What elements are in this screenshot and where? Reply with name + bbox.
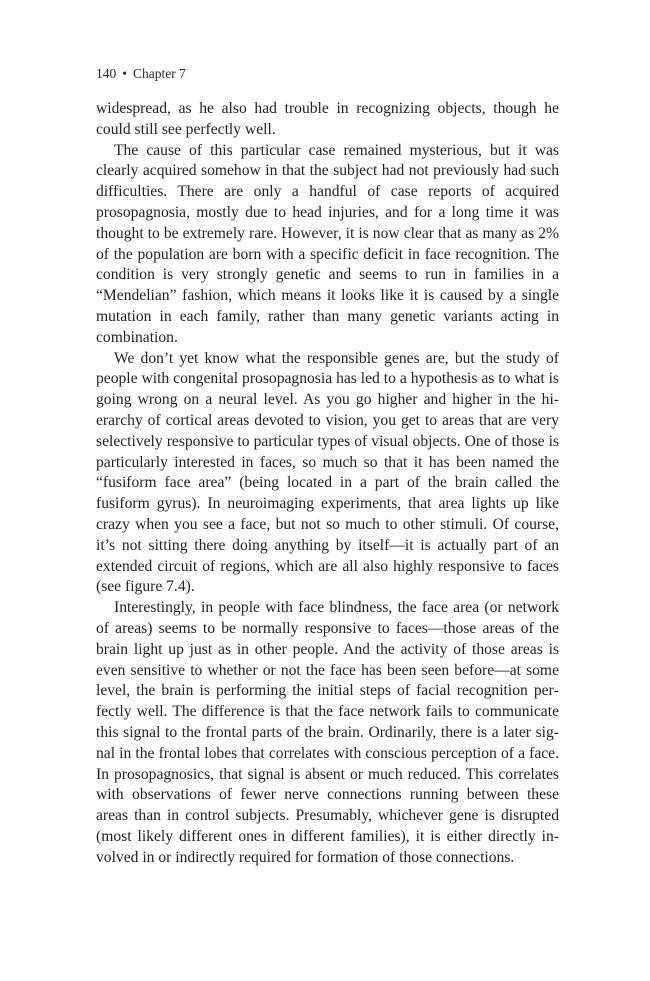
body-text — [96, 99, 559, 868]
book-page — [96, 64, 559, 868]
page-number: 140 — [96, 66, 117, 81]
chapter-label: Chapter 7 — [132, 66, 186, 81]
bullet-separator: • — [122, 66, 127, 81]
paragraph: Interestingly, in people with face blindness, the face area (or network of areas) seems to be normally responsive to faces—those areas of the brain light up just as in other people. And the activity of those areas is even sensitive to whether or not the face has been seen before—at some level, the brain is performing the initial steps of facial recognition perfectly well. The difference is that the face network fails to communicate this signal to the frontal parts of the brain. Ordinarily, there is a later signal in the frontal lobes that correlates with conscious perception of a face. In prosopagnosics, that signal is absent or much reduced. This correlates with observations of fewer nerve connections running between these areas than in control subjects. Presumably, whichever gene is disrupted (most likely different ones in different families), it is either directly involved in or indirectly required for formation of those connections. — [96, 599, 559, 866]
paragraph-continuation: widespread, as he also had trouble in recognizing objects, though he could still see perfectly well. — [96, 100, 559, 138]
paragraph: We don’t yet know what the responsible genes are, but the study of people with congenital prosopagnosia has led to a hypothesis as to what is going wrong on a neural level. As you go higher and higher in the hierarchy of cortical areas devoted to vision, you get to areas that are very selectively responsive to particular types of visual objects. One of those is particularly interested in faces, so much so that it has been named the “fusiform face area” (being located in a part of the brain called the fusiform gyrus). In neuroimaging experiments, that area lights up like crazy when you see a face, but not so much to other stimuli. Of course, it’s not sitting there doing anything by itself—it is actually part of an extended circuit of regions, which are all also highly responsive to faces (see figure 7.4). — [96, 349, 559, 596]
paragraph: The cause of this particular case remained mysterious, but it was clearly acquired somehow in that the subject had not previously had such difficulties. There are only a handful of case reports of acquired prosopagnosia, mostly due to head injuries, and for a long time it was thought to be extremely rare. However, it is now clear that as many as 2% of the population are born with a specific deficit in face recognition. The condition is very strongly genetic and seems to run in families in a “Mendelian” fashion, which means it looks like it is caused by a single mutation in each family, rather than many genetic variants acting in combination. — [96, 141, 559, 346]
running-head — [96, 64, 559, 84]
